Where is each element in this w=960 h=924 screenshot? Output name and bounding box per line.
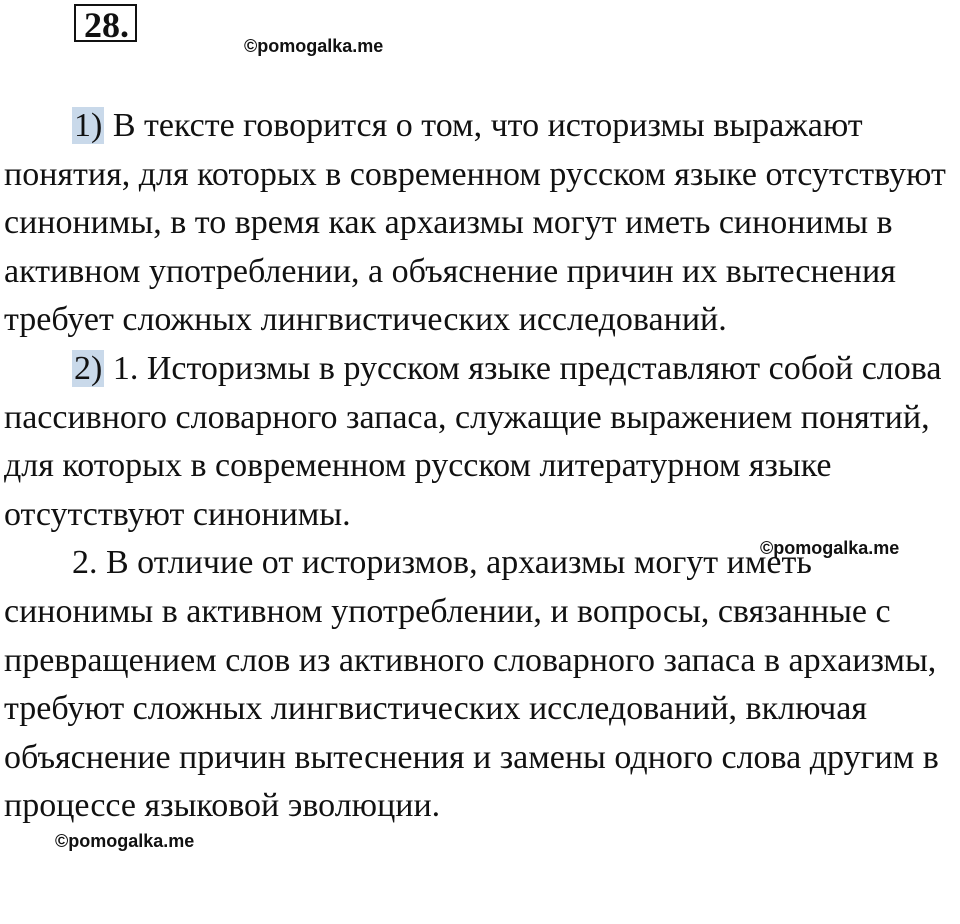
- answer-marker-1: 1): [74, 107, 103, 144]
- answer-text: [4, 102, 960, 831]
- answer-paragraph-3: 2. В отличие от историзмов, архаизмы могут иметь синонимы в активном употреблении, и вопросы, связанные с превращением слов из активного словарного запаса в архаизмы, требуют сложных лингвистических исследований, включая объяснение причин вытеснения и замены одного слова другим в процессе языковой эволюции.: [4, 544, 939, 825]
- answer-text-2-point-1: 1. Историзмы в русском языке представляют собой слова пассивного словарного запаса, служащие выражением понятий, для которых в современном русском литературном языке отсутствуют синонимы.: [4, 349, 942, 533]
- watermark-top: ©pomogalka.me: [244, 36, 384, 56]
- answer-marker-2: 2): [74, 349, 103, 387]
- watermark-bottom: ©pomogalka.me: [55, 831, 195, 851]
- answer-paragraph-2: [4, 345, 960, 539]
- answer-paragraph-1: [4, 102, 960, 345]
- task-number-box: 28.: [74, 4, 137, 42]
- watermark-middle: ©pomogalka.me: [760, 538, 900, 558]
- answer-text-1: В тексте говорится о том, что историзмы выражают понятия, для которых в современном русском языке отсутствуют синонимы, в то время как архаизмы могут иметь синонимы в активном употреблении, а объяснение причин их вытеснения требует сложных лингвистических исследований.: [4, 107, 946, 339]
